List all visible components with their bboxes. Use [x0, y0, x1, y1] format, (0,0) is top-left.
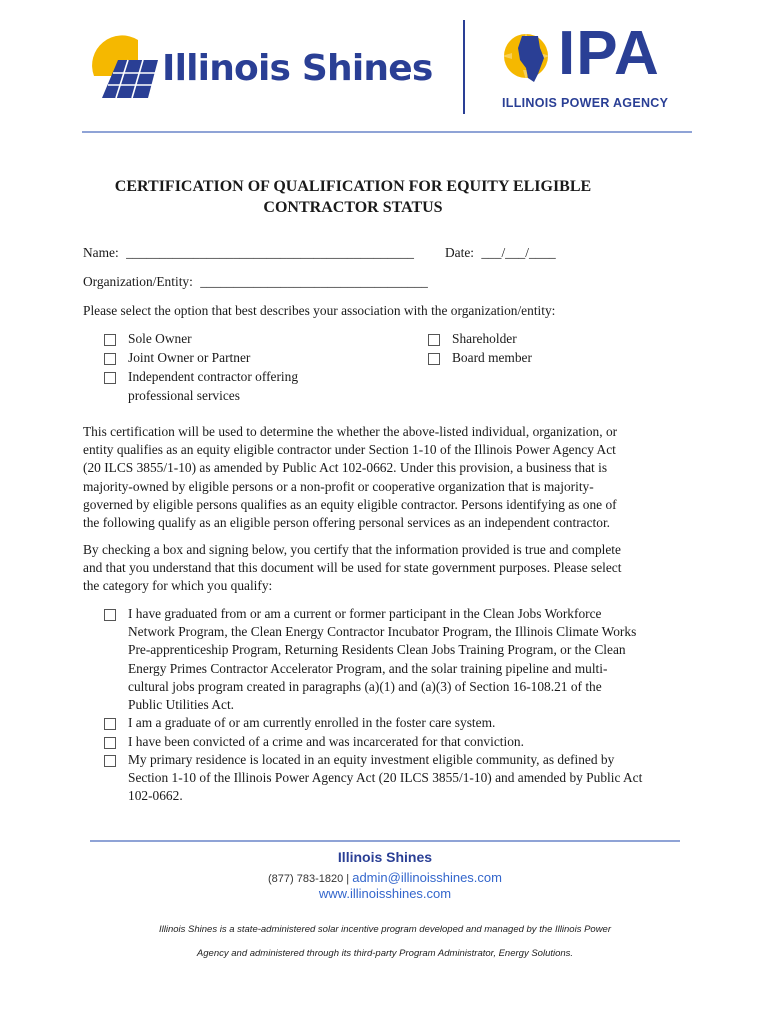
sunflower-icon: [500, 26, 556, 88]
paragraph-line: entity qualifies as an equity eligible contractor under Section 1-10 of the Illinois Power Agency Act: [83, 442, 616, 458]
checkbox-joint-owner[interactable]: [104, 353, 116, 365]
checkbox-clean-jobs-program[interactable]: [104, 609, 116, 621]
footer-separator: |: [346, 873, 350, 885]
paragraph-line: the following qualify as an eligible person offering personal services as an independent contractor.: [83, 515, 611, 531]
footer-disclaimer: [0, 918, 770, 966]
qualify-option-2: [128, 714, 495, 732]
checkbox-foster-care[interactable]: [104, 718, 116, 730]
disclaimer-line: Agency and administered through its third-party Program Administrator, Energy Solutions.: [196, 948, 574, 959]
ipa-subtitle: ILLINOIS POWER AGENCY: [502, 96, 669, 110]
date-row: [445, 244, 556, 262]
footer-website-row: [0, 886, 770, 901]
illinois-shines-logo: [88, 28, 433, 108]
paragraph-line: majority-owned by eligible persons or a non-profit or cooperative organization that is majority-: [83, 478, 594, 494]
solar-panel-icon: [88, 32, 160, 104]
ipa-wordmark: IPA: [558, 19, 660, 88]
option-line: I am a graduate of or am currently enrolled in the foster care system.: [128, 715, 496, 730]
qualify-option-4: [128, 751, 642, 806]
name-row: [83, 244, 414, 262]
option-line: I have been convicted of a crime and was incarcerated for that conviction.: [128, 734, 524, 749]
date-field[interactable]: ___/___/____: [481, 245, 556, 260]
name-label: Name:: [83, 245, 119, 260]
option-label: professional services: [128, 388, 240, 403]
form-title-line: CONTRACTOR STATUS: [263, 199, 443, 216]
association-prompt: Please select the option that best describes your association with the organization/entity:: [83, 303, 556, 318]
option-label: Joint Owner or Partner: [128, 350, 251, 365]
checkbox-incarceration[interactable]: [104, 737, 116, 749]
organization-field[interactable]: __________________________________: [200, 274, 428, 289]
logo-wordmark: Illinois Shines: [162, 48, 433, 89]
option-line: 102-0662.: [128, 788, 183, 804]
checkbox-independent-contractor[interactable]: [104, 372, 116, 384]
certification-paragraph: [83, 423, 617, 532]
paragraph-line: and that you understand that this document will be used for state government purposes. Please select: [83, 560, 622, 576]
organization-label: Organization/Entity:: [83, 274, 193, 289]
paragraph-line: the category for which you qualify:: [83, 578, 273, 594]
checkbox-shareholder[interactable]: [428, 334, 440, 346]
ipa-logo: [500, 19, 690, 112]
name-field[interactable]: ___________________________________________: [126, 245, 414, 260]
option-line: Public Utilities Act.: [128, 697, 235, 713]
header-divider: [463, 20, 465, 114]
organization-row: [83, 273, 428, 291]
date-label: Date:: [445, 245, 474, 260]
option-line: I have graduated from or am a current or former participant in the Clean Jobs Workforce: [128, 606, 602, 621]
option-label: Shareholder: [452, 331, 517, 346]
option-line: Network Program, the Clean Energy Contractor Incubator Program, the Illinois Climate Works: [128, 624, 637, 640]
option-line: Section 1-10 of the Illinois Power Agency Act (20 ILCS 3855/1-10) and amended by Public Act: [128, 770, 643, 786]
qualify-option-1: [128, 605, 636, 714]
checkbox-equity-community[interactable]: [104, 755, 116, 767]
option-label: Board member: [452, 350, 532, 365]
form-title: [100, 176, 606, 218]
footer-website-link[interactable]: www.illinoisshines.com: [318, 886, 452, 901]
qualify-option-3: [128, 733, 524, 751]
footer-rule: [90, 840, 680, 842]
paragraph-line: (20 ILCS 3855/1-10) as amended by Public Act 102-0662. Under this provision, a business that is: [83, 460, 608, 476]
option-line: Energy Primes Contractor Accelerator Program, and the solar training pipeline and multi-: [128, 660, 608, 676]
paragraph-line: governed by eligible persons qualifies as an equity eligible contractor. Persons identifying as one of: [83, 496, 617, 512]
footer-email-link[interactable]: admin@illinoisshines.com: [352, 870, 502, 885]
header-rule: [82, 131, 692, 133]
footer-phone: (877) 783-1820: [268, 873, 344, 885]
instructions-paragraph: [83, 541, 621, 596]
option-label: Independent contractor offering: [128, 369, 299, 384]
footer-contact: [0, 870, 770, 885]
paragraph-line: This certification will be used to determine the whether the above-listed individual, organization, or: [83, 424, 618, 439]
checkbox-sole-owner[interactable]: [104, 334, 116, 346]
footer-program-name: Illinois Shines: [337, 849, 433, 865]
paragraph-line: By checking a box and signing below, you certify that the information provided is true and complete: [83, 542, 621, 557]
option-label: Sole Owner: [128, 331, 192, 346]
option-line: Pre-apprenticeship Program, Returning Residents Clean Jobs Training Program, or the Clean: [128, 642, 626, 658]
option-line: My primary residence is located in an equity investment eligible community, as defined by: [128, 752, 615, 767]
option-line: cultural jobs program created in paragraphs (a)(1) and (a)(3) of Section 16-108.21 of the: [128, 678, 602, 694]
form-title-line: CERTIFICATION OF QUALIFICATION FOR EQUITY ELIGIBLE: [114, 178, 592, 195]
checkbox-board-member[interactable]: [428, 353, 440, 365]
disclaimer-line: Illinois Shines is a state-administered solar incentive program developed and managed by the Illinois Power: [158, 924, 612, 935]
